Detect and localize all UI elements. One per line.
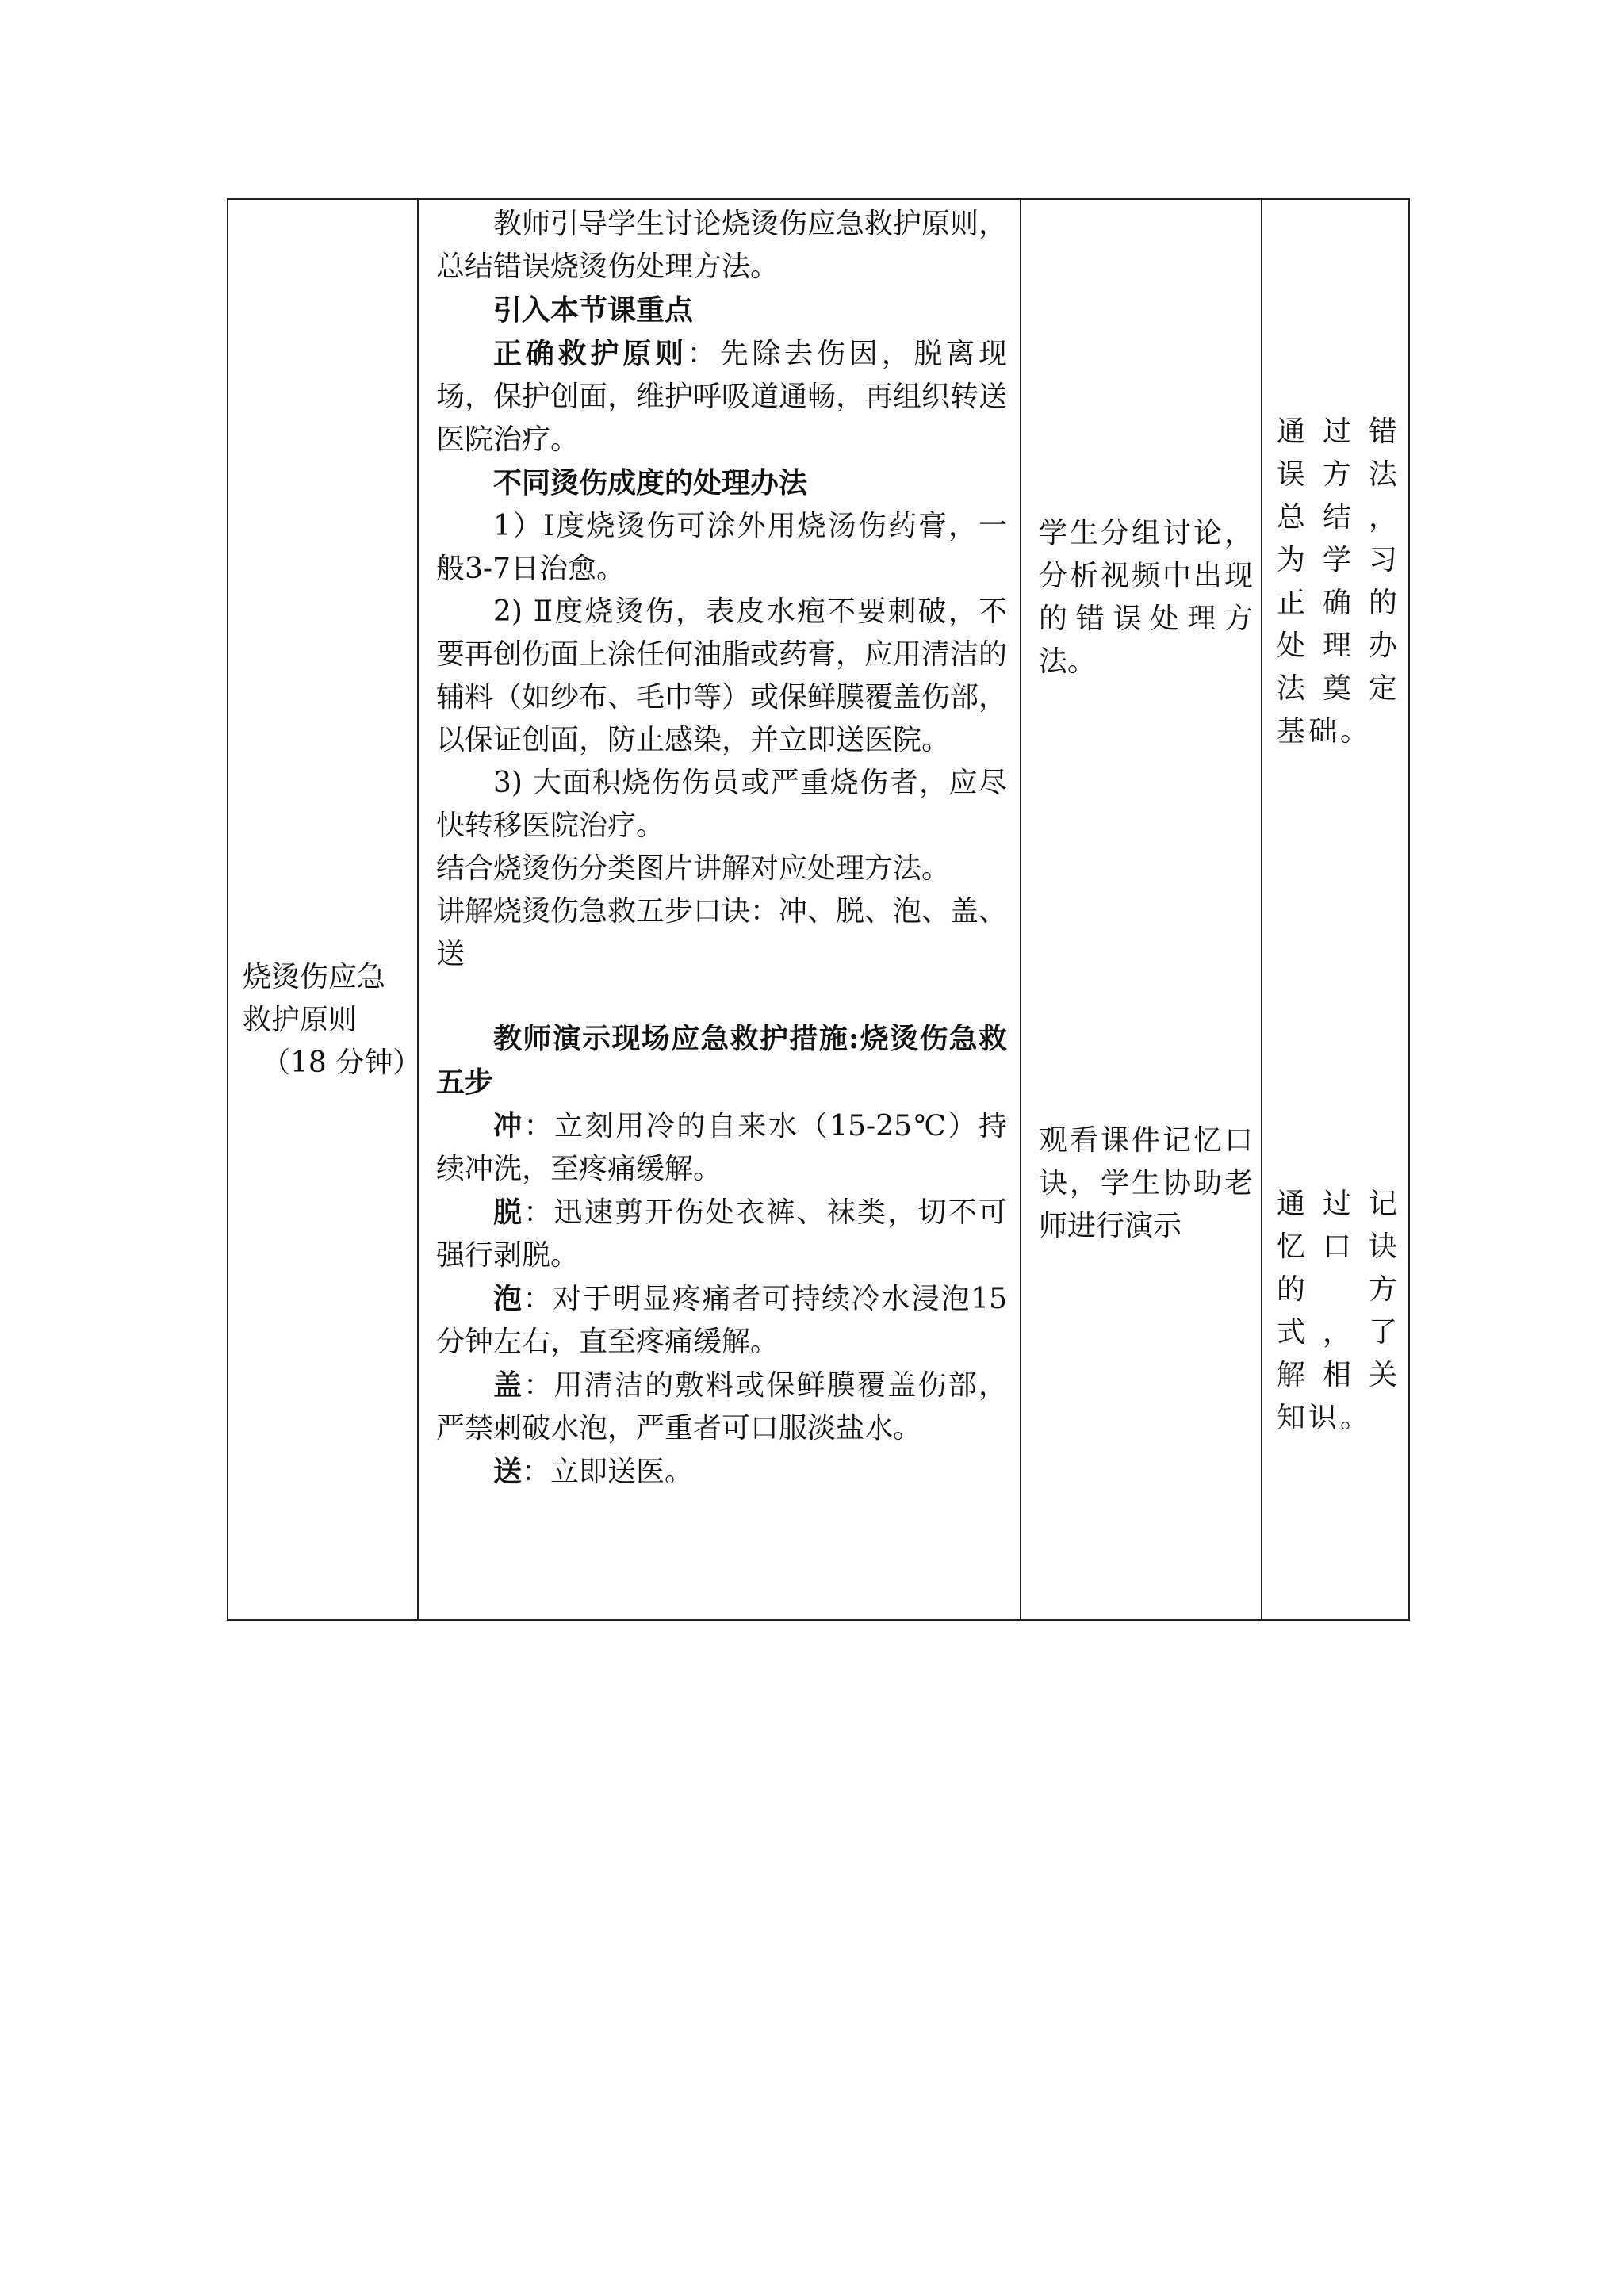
step-paragraph [436,1450,1007,1494]
degree-heading: 不同烫伤成度的处理办法 [493,466,808,499]
demo-heading: 教师演示现场应急救护措施:烧烫伤急救五步 [436,1022,1007,1099]
lesson-plan-table [227,198,1410,1621]
step-paragraph [436,1364,1007,1450]
focus-heading: 引入本节课重点 [493,293,694,327]
stage-duration: （18 分钟） [262,1047,422,1079]
mnemonic-paragraph: 讲解烧烫伤急救五步口诀：冲、脱、泡、盖、送 [436,895,1008,970]
degree2-paragraph: 2) Ⅱ度烧烫伤，表皮水疱不要刺破，不要再创伤面上涂任何油脂或药膏，应用清洁的辅料（如纱布、毛巾等）或保鲜膜覆盖伤部，以保证创面，防止感染，并立即送医院。 [436,595,1008,756]
table-row [228,199,1409,1620]
step-text: ：立即送医。 [522,1456,694,1488]
principle-label: 正确救护原则 [493,337,688,370]
principle-paragraph [436,332,1007,461]
step-label: 送 [493,1455,523,1488]
design-purpose-1: 通过错误方法总结，为学习正确的处理办法奠定基础。 [1277,415,1400,748]
teaching-content-cell [418,199,1021,1620]
step-paragraph [436,1104,1007,1191]
pictures-paragraph: 结合烧烫伤分类图片讲解对应处理方法。 [436,852,951,885]
degree3-paragraph: 3) 大面积烧伤伤员或严重烧伤者，应尽快转移医院治疗。 [436,767,1007,842]
design-purpose-cell [1262,199,1409,1620]
student-activity-1: 学生分组讨论，分析视频中出现的错误处理方法。 [1039,517,1253,678]
step-text: ：迅速剪开伤处衣裤、袜类，切不可强行剥脱。 [436,1196,1007,1272]
step-text: ：用清洁的敷料或保鲜膜覆盖伤部，严禁刺破水泡，严重者可口服淡盐水。 [436,1369,1007,1445]
step-label: 泡 [493,1282,523,1315]
step-text: ：立刻用冷的自来水（15-25℃）持续冲洗，至疼痛缓解。 [436,1110,1007,1185]
step-label: 脱 [493,1196,524,1229]
student-activity-2: 观看课件记忆口诀，学生协助老师进行演示 [1039,1124,1253,1242]
stage-title: 烧烫伤应急救护原则 [243,961,386,1036]
stage-cell [228,199,422,1620]
step-text: ：对于明显疼痛者可持续冷水浸泡15分钟左右，直至疼痛缓解。 [436,1283,1007,1358]
intro-paragraph: 教师引导学生讨论烧烫伤应急救护原则，总结错误烧烫伤处理方法。 [436,208,1008,283]
step-label: 盖 [493,1368,524,1402]
principle-text: ：先除去伤因，脱离现场，保护创面，维护呼吸道通畅，再组织转送医院治疗。 [436,338,1008,456]
degree1-paragraph: 1）Ⅰ度烧烫伤可涂外用烧汤伤药膏，一般3-7日治愈。 [436,510,1007,585]
design-purpose-2: 通过记忆口诀的方式，了解相关知识。 [1277,1188,1400,1434]
step-label: 冲 [493,1109,524,1142]
student-activity-cell [1021,199,1262,1620]
step-paragraph [436,1191,1007,1277]
step-paragraph [436,1277,1007,1364]
